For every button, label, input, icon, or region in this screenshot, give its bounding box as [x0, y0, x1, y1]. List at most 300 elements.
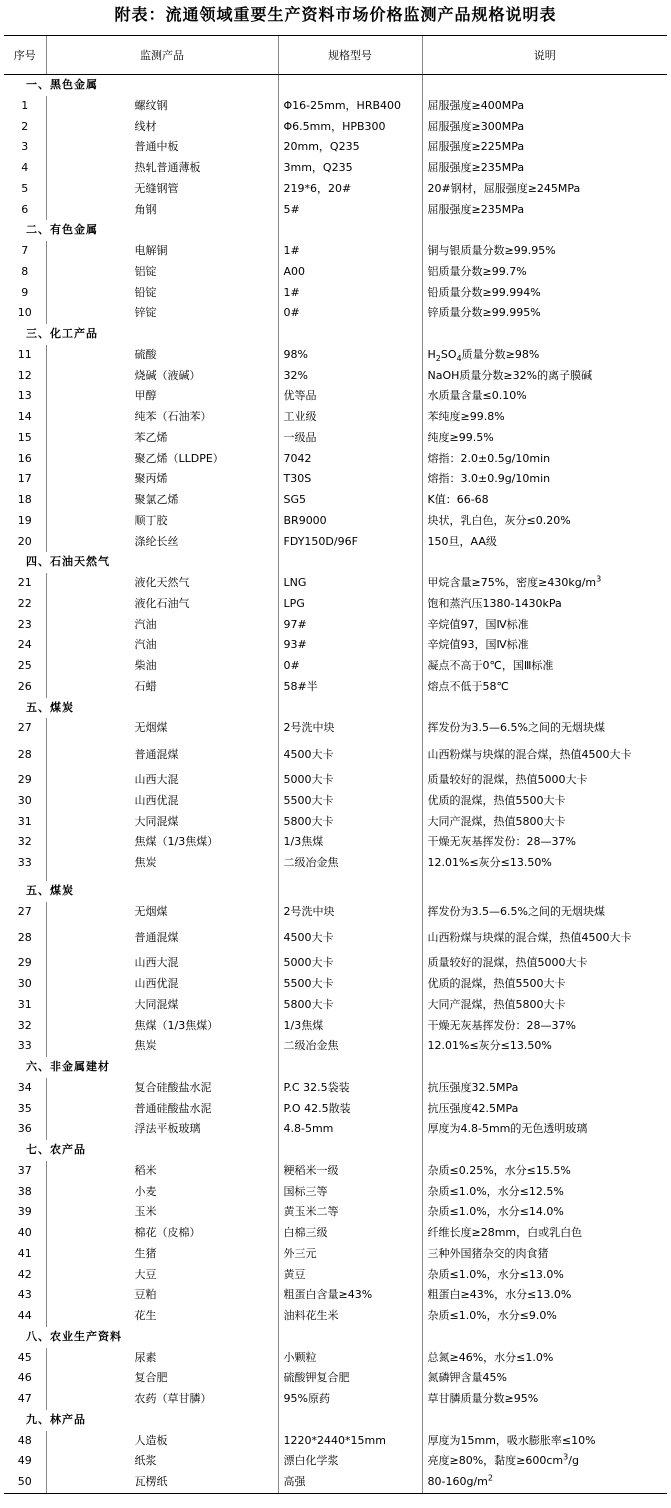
description: 150旦，AA级 — [422, 532, 667, 553]
header-num: 序号 — [4, 36, 46, 75]
spec-model: 5500大卡 — [278, 974, 422, 995]
description: 水质量含量≤0.10% — [422, 386, 667, 407]
description: 屈服强度≥225MPa — [422, 137, 667, 158]
section-label: 二、有色金属 — [26, 223, 98, 237]
product-name: 山西大混 — [46, 770, 278, 791]
description: 总氮≥46%，水分≤1.0% — [422, 1348, 667, 1369]
spec-model: 5800大卡 — [278, 812, 422, 833]
section-label: 八、农业生产资料 — [26, 1329, 122, 1343]
row-number: 6 — [21, 202, 29, 216]
section-row — [4, 75, 667, 96]
spec-model: 工业级 — [278, 407, 422, 428]
description: 山西粉煤与块煤的混合煤，热值4500大卡 — [422, 922, 667, 953]
row-number: 29 — [17, 773, 32, 786]
table-row — [4, 1389, 667, 1410]
row-number: 44 — [17, 1309, 32, 1322]
row-number: 23 — [17, 617, 32, 631]
table-row — [4, 635, 667, 656]
product-name: 农药（草甘膦） — [46, 1389, 278, 1410]
spec-model: 4500大卡 — [278, 922, 422, 953]
spec-model: 58#半 — [278, 677, 422, 698]
row-number: 45 — [17, 1350, 32, 1364]
spec-model: 2号洗中块 — [278, 718, 422, 739]
row-number: 36 — [17, 1122, 32, 1136]
table-row — [4, 1348, 667, 1369]
description: 12.01%≤灰分≤13.50% — [422, 1036, 667, 1057]
product-name: 聚氯乙烯 — [46, 490, 278, 511]
table-row — [4, 615, 667, 636]
row-number: 49 — [17, 1454, 32, 1468]
row-number: 30 — [17, 793, 32, 807]
product-name: 大豆 — [46, 1265, 278, 1286]
row-number: 32 — [17, 835, 32, 849]
description: 干燥无灰基挥发份：28—37% — [422, 832, 667, 853]
section-row — [4, 1327, 667, 1348]
spec-model: 黄豆 — [278, 1265, 422, 1286]
description: 山西粉煤与块煤的混合煤，热值4500大卡 — [422, 739, 667, 770]
header-product: 监测产品 — [46, 36, 278, 75]
table-row — [4, 96, 667, 117]
product-name: 甲醇 — [46, 386, 278, 407]
product-name: 纸浆 — [46, 1451, 278, 1472]
row-number: 16 — [17, 451, 32, 465]
spec-model: LPG — [278, 594, 422, 615]
row-number: 42 — [17, 1267, 32, 1281]
row-number: 26 — [17, 679, 32, 693]
spec-model: 二级冶金焦 — [278, 1036, 422, 1057]
table-row — [4, 1285, 667, 1306]
description: 20#钢材，屈服强度≥245MPa — [422, 179, 667, 200]
product-name: 大同混煤 — [46, 812, 278, 833]
description: 粗蛋白≥43%，水分≤13.0% — [422, 1285, 667, 1306]
row-number: 3 — [21, 140, 29, 154]
spec-model: FDY150D/96F — [278, 532, 422, 553]
description: 屈服强度≥400MPa — [422, 96, 667, 117]
row-number: 39 — [17, 1205, 32, 1219]
table-row — [4, 1078, 667, 1099]
table-row — [4, 1431, 667, 1452]
table-row — [4, 1451, 667, 1472]
product-name: 硫酸 — [46, 345, 278, 366]
description: 抗压强度42.5MPa — [422, 1099, 667, 1120]
row-number: 27 — [17, 904, 32, 918]
row-number: 5 — [21, 181, 29, 195]
product-name: 浮法平板玻璃 — [46, 1119, 278, 1140]
spec-model: 5800大卡 — [278, 995, 422, 1016]
product-name: 普通混煤 — [46, 739, 278, 770]
row-number: 8 — [21, 264, 29, 278]
spec-model: 外三元 — [278, 1244, 422, 1265]
table-row — [4, 718, 667, 739]
spec-model: 219*6，20# — [278, 179, 422, 200]
row-number: 31 — [17, 814, 32, 828]
product-name: 纯苯（石油苯） — [46, 407, 278, 428]
spacer-row — [4, 874, 667, 881]
product-name: 顺丁胶 — [46, 511, 278, 532]
table-row — [4, 1472, 667, 1493]
section-label: 七、农产品 — [26, 1143, 86, 1156]
product-name: 无烟煤 — [46, 718, 278, 739]
description: 锌质量分数≥99.995% — [422, 303, 667, 324]
description: 屈服强度≥235MPa — [422, 158, 667, 179]
description: 厚度为15mm，吸水膨胀率≤10% — [422, 1431, 667, 1452]
section-row — [4, 552, 667, 573]
row-number: 40 — [17, 1226, 32, 1239]
table-row — [4, 407, 667, 428]
row-number: 18 — [17, 493, 32, 506]
table-row — [4, 1036, 667, 1057]
description: K值：66-68 — [422, 490, 667, 511]
description: 铝质量分数≥99.7% — [422, 262, 667, 283]
spec-model: 硫酸钾复合肥 — [278, 1368, 422, 1389]
description: 熔指：3.0±0.9g/10min — [422, 469, 667, 490]
product-name: 铅锭 — [46, 283, 278, 304]
spec-model: T30S — [278, 469, 422, 490]
table-row — [4, 1202, 667, 1223]
section-label: 五、煤炭 — [26, 883, 74, 897]
description: 大同产混煤，热值5800大卡 — [422, 995, 667, 1016]
section-row — [4, 1057, 667, 1078]
row-number: 11 — [17, 347, 32, 361]
product-name: 汽油 — [46, 635, 278, 656]
description: 杂质≤1.0%，水分≤12.5% — [422, 1182, 667, 1203]
spec-model: 白棉三级 — [278, 1223, 422, 1244]
description: 干燥无灰基挥发份：28—37% — [422, 1016, 667, 1037]
row-number: 20 — [17, 534, 32, 548]
description: 挥发份为3.5—6.5%之间的无烟块煤 — [422, 902, 667, 923]
table-row — [4, 428, 667, 449]
row-number: 15 — [17, 430, 32, 444]
row-number: 29 — [17, 956, 32, 970]
table-row — [4, 1161, 667, 1182]
product-name: 角钢 — [46, 200, 278, 221]
table-row — [4, 791, 667, 812]
spec-model: Φ6.5mm，HPB300 — [278, 117, 422, 138]
row-number: 31 — [17, 997, 32, 1011]
product-name: 聚丙烯 — [46, 469, 278, 490]
table-row — [4, 902, 667, 923]
table-row — [4, 241, 667, 262]
description: 熔指：2.0±0.5g/10min — [422, 449, 667, 470]
product-name: 稻米 — [46, 1161, 278, 1182]
row-number: 27 — [17, 721, 32, 735]
row-number: 48 — [17, 1433, 32, 1447]
description: 屈服强度≥235MPa — [422, 200, 667, 221]
description: 辛烷值93，国Ⅳ标准 — [422, 635, 667, 656]
row-number: 28 — [17, 748, 32, 761]
page-title: 附表：流通领域重要生产资料市场价格监测产品规格说明表 — [114, 5, 557, 24]
table-row — [4, 594, 667, 615]
table-row — [4, 1182, 667, 1203]
row-number: 1 — [21, 98, 29, 112]
table-row — [4, 1016, 667, 1037]
spec-model: 1# — [278, 241, 422, 262]
row-number: 32 — [17, 1018, 32, 1032]
table-row — [4, 200, 667, 221]
description: 甲烷含量≥75%，密度$\ge 430kg/m^3$ — [422, 573, 667, 594]
row-number: 37 — [17, 1163, 32, 1177]
product-name: 螺纹钢 — [46, 96, 278, 117]
spec-model: P.O 42.5散装 — [278, 1099, 422, 1120]
product-name: 焦炭 — [46, 853, 278, 874]
spec-model: 1/3焦煤 — [278, 1016, 422, 1037]
description: 优质的混煤，热值5500大卡 — [422, 791, 667, 812]
spec-model: 国标三等 — [278, 1182, 422, 1203]
table-row — [4, 283, 667, 304]
table-row — [4, 770, 667, 791]
product-name: 无烟煤 — [46, 902, 278, 923]
description: 杂质≤1.0%，水分≤9.0% — [422, 1306, 667, 1327]
table-row — [4, 974, 667, 995]
spec-model: 二级冶金焦 — [278, 853, 422, 874]
description: 大同产混煤，热值5800大卡 — [422, 812, 667, 833]
product-name: 山西优混 — [46, 974, 278, 995]
row-number: 12 — [17, 368, 32, 382]
description: 厚度为4.8-5mm的无色透明玻璃 — [422, 1119, 667, 1140]
product-name: 普通混煤 — [46, 922, 278, 953]
description: 优质的混煤，热值5500大卡 — [422, 974, 667, 995]
description: 苯纯度≥99.8% — [422, 407, 667, 428]
description: 纯度≥99.5% — [422, 428, 667, 449]
spec-model: BR9000 — [278, 511, 422, 532]
description: 熔点不低于58℃ — [422, 677, 667, 698]
row-number: 7 — [21, 244, 29, 257]
section-label: 九、林产品 — [26, 1412, 86, 1426]
table-row — [4, 995, 667, 1016]
spec-model: 95%原药 — [278, 1389, 422, 1410]
header-desc: 说明 — [422, 36, 667, 75]
table-row — [4, 532, 667, 553]
spec-model: 97# — [278, 615, 422, 636]
row-number: 30 — [17, 977, 32, 990]
section-label: 六、非金属建材 — [26, 1060, 110, 1073]
row-number: 47 — [17, 1392, 32, 1405]
row-number: 4 — [21, 161, 29, 174]
section-row — [4, 1410, 667, 1431]
spec-model: 小颗粒 — [278, 1348, 422, 1369]
spec-model: 5000大卡 — [278, 953, 422, 974]
spec-model: P.C 32.5袋装 — [278, 1078, 422, 1099]
table-row — [4, 179, 667, 200]
description: $80-160g/m^2$ — [422, 1472, 667, 1493]
product-name: 聚乙烯（LLDPE） — [46, 449, 278, 470]
product-name: 尿素 — [46, 1348, 278, 1369]
spec-model: 32% — [278, 366, 422, 387]
spec-model: SG5 — [278, 490, 422, 511]
product-name: 电解铜 — [46, 241, 278, 262]
section-label: 四、石油天然气 — [26, 555, 110, 569]
product-name: 生猪 — [46, 1244, 278, 1265]
row-number: 25 — [17, 659, 32, 672]
description: 饱和蒸汽压1380-1430kPa — [422, 594, 667, 615]
product-name: 花生 — [46, 1306, 278, 1327]
row-number: 33 — [17, 1039, 32, 1053]
description: 质量较好的混煤，热值5000大卡 — [422, 953, 667, 974]
table-row — [4, 812, 667, 833]
row-number: 28 — [17, 931, 32, 945]
product-name: 柴油 — [46, 656, 278, 677]
product-name: 棉花（皮棉） — [46, 1223, 278, 1244]
product-name: 液化石油气 — [46, 594, 278, 615]
product-name: 普通硅酸盐水泥 — [46, 1099, 278, 1120]
spec-model: 1/3焦煤 — [278, 832, 422, 853]
spec-model: 5# — [278, 200, 422, 221]
spec-model: 1# — [278, 283, 422, 304]
product-name: 铝锭 — [46, 262, 278, 283]
description: 杂质≤1.0%，水分≤13.0% — [422, 1265, 667, 1286]
table-row — [4, 1265, 667, 1286]
row-number: 46 — [17, 1371, 32, 1385]
table-row — [4, 1306, 667, 1327]
description: 杂质≤1.0%，水分≤14.0% — [422, 1202, 667, 1223]
spec-model: 4500大卡 — [278, 739, 422, 770]
table-row — [4, 832, 667, 853]
row-number: 34 — [17, 1080, 32, 1094]
description: 凝点不高于0℃，国Ⅲ标准 — [422, 656, 667, 677]
table-row — [4, 386, 667, 407]
product-name: 热轧普通薄板 — [46, 158, 278, 179]
row-number: 35 — [17, 1101, 32, 1115]
product-name: 大同混煤 — [46, 995, 278, 1016]
description: 辛烷值97，国Ⅳ标准 — [422, 615, 667, 636]
spec-model: 优等品 — [278, 386, 422, 407]
section-row — [4, 698, 667, 719]
product-name: 汽油 — [46, 615, 278, 636]
row-number: 24 — [17, 638, 32, 652]
product-name: 瓦楞纸 — [46, 1472, 278, 1493]
section-label: 一、黑色金属 — [26, 78, 98, 91]
header-spec: 规格型号 — [278, 36, 422, 75]
spec-model: 0# — [278, 303, 422, 324]
row-number: 13 — [17, 389, 32, 403]
product-name: 玉米 — [46, 1202, 278, 1223]
spec-model: 高强 — [278, 1472, 422, 1493]
description: 亮度≥80%，黏度$\ge 600cm^3/g$ — [422, 1451, 667, 1472]
spec-model: 4.8-5mm — [278, 1119, 422, 1140]
description: 三种外国猪杂交的肉食猪 — [422, 1244, 667, 1265]
row-number: 2 — [21, 119, 29, 133]
spec-model: LNG — [278, 573, 422, 594]
row-number: 22 — [17, 596, 32, 610]
product-name: 复合硅酸盐水泥 — [46, 1078, 278, 1099]
product-name: 线材 — [46, 117, 278, 138]
row-number: 17 — [17, 472, 32, 486]
product-name: 豆粕 — [46, 1285, 278, 1306]
product-name: 液化天然气 — [46, 573, 278, 594]
product-name: 苯乙烯 — [46, 428, 278, 449]
table-row — [4, 158, 667, 179]
spec-model: 一级品 — [278, 428, 422, 449]
table-row — [4, 137, 667, 158]
spec-table — [4, 35, 667, 1494]
description: 抗压强度32.5MPa — [422, 1078, 667, 1099]
spec-model: 5000大卡 — [278, 770, 422, 791]
description: 草甘膦质量分数≥95% — [422, 1389, 667, 1410]
row-number: 33 — [17, 856, 32, 869]
row-number: 10 — [17, 306, 32, 320]
product-name: 焦煤（1/3焦煤） — [46, 832, 278, 853]
table-row — [4, 117, 667, 138]
spec-model: 3mm，Q235 — [278, 158, 422, 179]
table-row — [4, 677, 667, 698]
row-number: 41 — [17, 1246, 32, 1260]
spec-model: 漂白化学浆 — [278, 1451, 422, 1472]
table-row — [4, 511, 667, 532]
spec-model: Φ16-25mm，HRB400 — [278, 96, 422, 117]
table-row — [4, 1099, 667, 1120]
table-row — [4, 469, 667, 490]
row-number: 9 — [21, 285, 29, 299]
description: 杂质≤0.25%，水分≤15.5% — [422, 1161, 667, 1182]
table-row — [4, 1244, 667, 1265]
product-name: 石蜡 — [46, 677, 278, 698]
row-number: 50 — [4, 1472, 46, 1493]
table-row — [4, 953, 667, 974]
spec-model: 93# — [278, 635, 422, 656]
table-row — [4, 1119, 667, 1140]
table-row — [4, 1223, 667, 1244]
product-name: 复合肥 — [46, 1368, 278, 1389]
row-number: 43 — [17, 1288, 32, 1302]
spec-model: 粳稻米一级 — [278, 1161, 422, 1182]
description: 纤维长度≥28mm，白或乳白色 — [422, 1223, 667, 1244]
description: 氮磷钾含量45% — [422, 1368, 667, 1389]
product-name: 无缝钢管 — [46, 179, 278, 200]
spec-model: 黄玉米二等 — [278, 1202, 422, 1223]
table-row — [4, 922, 667, 953]
description: 挥发份为3.5—6.5%之间的无烟块煤 — [422, 718, 667, 739]
spec-model: 5500大卡 — [278, 791, 422, 812]
section-row — [4, 1140, 667, 1161]
product-name: 焦炭 — [46, 1036, 278, 1057]
row-number: 21 — [17, 576, 32, 589]
table-row — [4, 739, 667, 770]
table-row — [4, 345, 667, 366]
description: 块状，乳白色，灰分≤0.20% — [422, 511, 667, 532]
table-header-row — [4, 36, 667, 75]
table-row — [4, 656, 667, 677]
spec-model: A00 — [278, 262, 422, 283]
product-name: 锌锭 — [46, 303, 278, 324]
table-row — [4, 853, 667, 874]
table-body — [4, 75, 667, 1494]
description: 屈服强度≥300MPa — [422, 117, 667, 138]
spec-model: 粗蛋白含量≥43% — [278, 1285, 422, 1306]
spec-model: 20mm，Q235 — [278, 137, 422, 158]
section-row — [4, 220, 667, 241]
row-number: 19 — [17, 513, 32, 527]
table-row — [4, 573, 667, 594]
product-name: 涤纶长丝 — [46, 532, 278, 553]
table-row — [4, 449, 667, 470]
row-number: 38 — [17, 1184, 32, 1198]
table-row — [4, 262, 667, 283]
description: 铜与银质量分数≥99.95% — [422, 241, 667, 262]
description: 质量较好的混煤，热值5000大卡 — [422, 770, 667, 791]
section-row — [4, 881, 667, 902]
description: 12.01%≤灰分≤13.50% — [422, 853, 667, 874]
spec-model: 0# — [278, 656, 422, 677]
spec-model: 1220*2440*15mm — [278, 1431, 422, 1452]
table-row — [4, 490, 667, 511]
spec-model: 7042 — [278, 449, 422, 470]
description: NaOH质量分数≥32%的离子膜碱 — [422, 366, 667, 387]
section-label: 三、化工产品 — [26, 327, 98, 340]
table-row — [4, 303, 667, 324]
section-label: 五、煤炭 — [26, 700, 74, 714]
description: 铅质量分数≥99.994% — [422, 283, 667, 304]
spec-model: 98% — [278, 345, 422, 366]
